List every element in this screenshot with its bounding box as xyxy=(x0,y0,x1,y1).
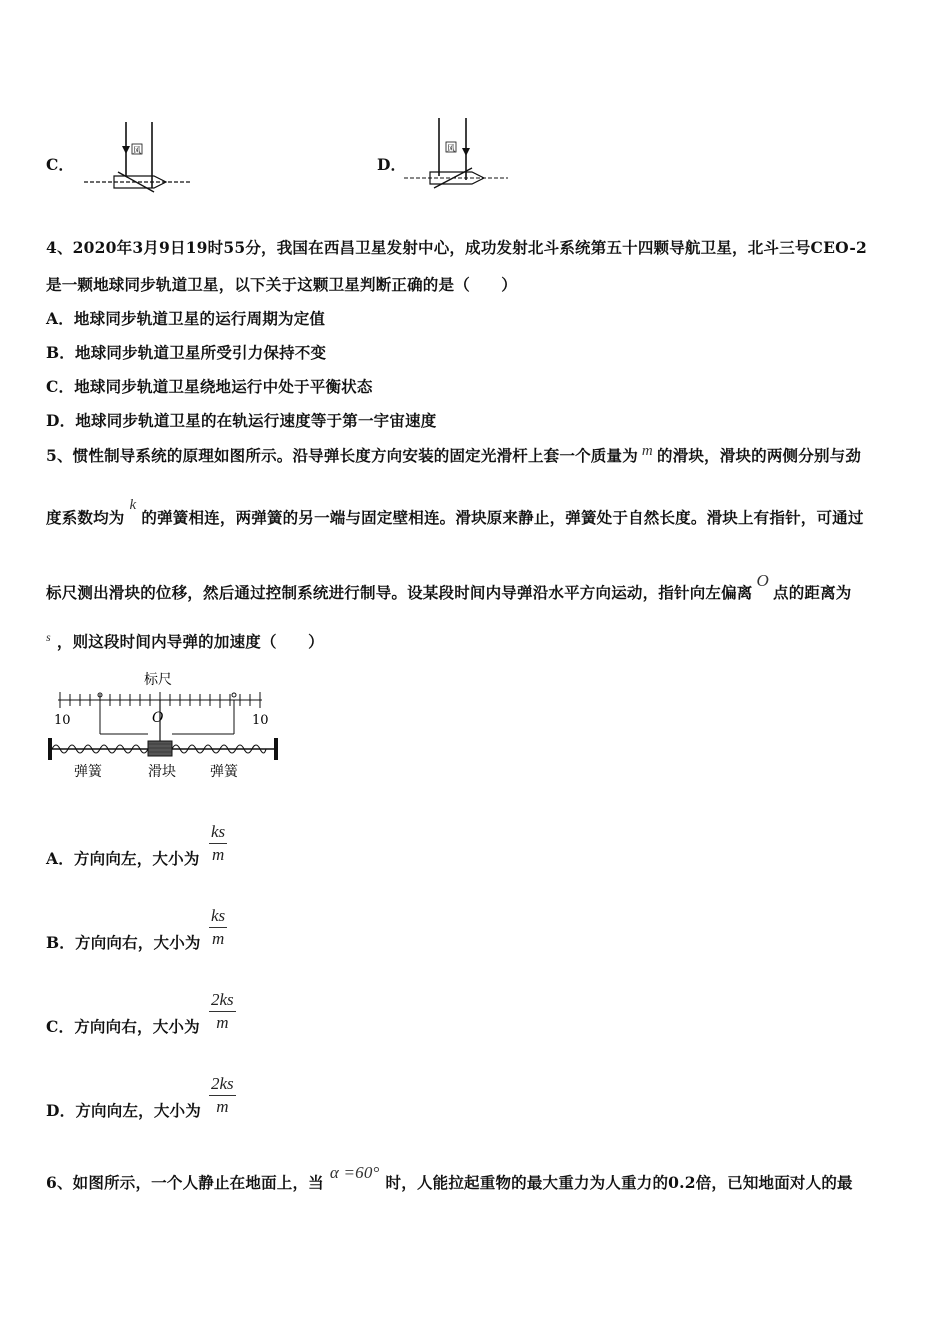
arrow-head xyxy=(122,146,130,154)
q5-stem-line-3 xyxy=(46,571,852,603)
ruler-center-o: O xyxy=(152,710,164,726)
wind-label: 风 xyxy=(447,144,455,153)
q3-option-c-figure xyxy=(82,118,194,198)
q6-stem-line-1 xyxy=(46,1163,853,1193)
q5-option-c-fraction xyxy=(209,990,236,1033)
q4-option-d: D．地球同步轨道卫星的在轨运行速度等于第一宇宙速度 xyxy=(46,411,437,430)
fraction-denominator: m xyxy=(216,1013,229,1032)
q5-option-d-fraction xyxy=(209,1074,236,1117)
var-o: O xyxy=(756,571,769,590)
fraction-bar xyxy=(209,927,227,928)
fraction-numerator: 2ks xyxy=(211,1074,234,1093)
q5-option-d: D．方向向左，大小为 xyxy=(46,1101,201,1120)
q3-option-d-figure xyxy=(402,112,514,196)
fraction-bar xyxy=(209,1011,236,1012)
q5-option-b: B．方向向右，大小为 xyxy=(46,933,201,952)
fraction-numerator: ks xyxy=(211,822,226,841)
q4-stem-line-2: 是一颗地球同步轨道卫星，以下关于这颗卫星判断正确的是（ ） xyxy=(46,275,518,294)
q3-option-d-label: D． xyxy=(377,155,406,174)
fraction-numerator: 2ks xyxy=(211,990,234,1009)
q5-text: 标尺测出滑块的位移，然后通过控制系统进行制导。设某段时间内导弹沿水平方向运动，指针向左偏离 xyxy=(46,583,753,602)
q5-stem-line-2 xyxy=(46,497,864,528)
q5-text: 点的距离为 xyxy=(773,583,852,602)
q4-stem-line-1: 4、2020年3月9日19时55分，我国在西昌卫星发射中心，成功发射北斗系统第五十四颗导航卫星，北斗三号CEO-2 xyxy=(46,238,867,257)
fraction-numerator: ks xyxy=(211,906,226,925)
q4-option-a: A．地球同步轨道卫星的运行周期为定值 xyxy=(46,309,326,328)
q5-text: ，则这段时间内导弹的加速度（ ） xyxy=(56,632,324,651)
q5-text: 的滑块，滑块的两侧分别与劲 xyxy=(656,446,862,465)
q3-option-c-label: C． xyxy=(46,155,74,174)
wind-label: 风 xyxy=(133,146,141,155)
q4-option-c: C．地球同步轨道卫星绕地运行中处于平衡状态 xyxy=(46,377,373,396)
q5-figure xyxy=(44,664,284,784)
q4-option-b: B．地球同步轨道卫星所受引力保持不变 xyxy=(46,343,327,362)
fraction-denominator: m xyxy=(211,845,225,864)
var-k: k xyxy=(129,497,137,513)
wall-right xyxy=(274,738,278,760)
slider-label: 滑块 xyxy=(148,764,176,780)
spring-right-label: 弹簧 xyxy=(210,764,238,780)
q6-text: 6、如图所示，一个人静止在地面上，当 xyxy=(46,1173,324,1192)
q5-option-a-fraction xyxy=(209,822,227,865)
q5-stem-line-1 xyxy=(46,444,861,466)
q5-stem-line-4 xyxy=(46,630,324,652)
ruler-left-number: 10 xyxy=(54,713,71,728)
q5-text: 的弹簧相连，两弹簧的另一端与固定壁相连。滑块原来静止，弹簧处于自然长度。滑块上有指针，可通过 xyxy=(141,508,864,527)
q5-text: 度系数均为 xyxy=(46,508,125,527)
spring-left-label: 弹簧 xyxy=(74,764,102,780)
q5-option-a: A．方向向左，大小为 xyxy=(46,849,200,868)
var-m: m xyxy=(641,443,653,459)
math-alpha-60: α =60° xyxy=(329,1163,380,1182)
ruler-label: 标尺 xyxy=(144,672,172,688)
fraction-denominator: m xyxy=(211,929,225,948)
fraction-denominator: m xyxy=(216,1097,229,1116)
fraction-bar xyxy=(209,1095,236,1096)
fraction-bar xyxy=(209,843,227,844)
var-s: s xyxy=(46,630,51,644)
q6-text: 时，人能拉起重物的最大重力为人重力的0.2倍，已知地面对人的最 xyxy=(385,1173,853,1192)
q5-option-b-fraction xyxy=(209,906,227,949)
ruler-marker-right xyxy=(232,693,236,697)
wall-left xyxy=(48,738,52,760)
slider-block xyxy=(148,741,172,756)
q5-text: 5、惯性制导系统的原理如图所示。沿导弹长度方向安装的固定光滑杆上套一个质量为 xyxy=(46,446,638,465)
q5-option-c: C．方向向右，大小为 xyxy=(46,1017,200,1036)
ruler-right-number: 10 xyxy=(252,713,269,728)
